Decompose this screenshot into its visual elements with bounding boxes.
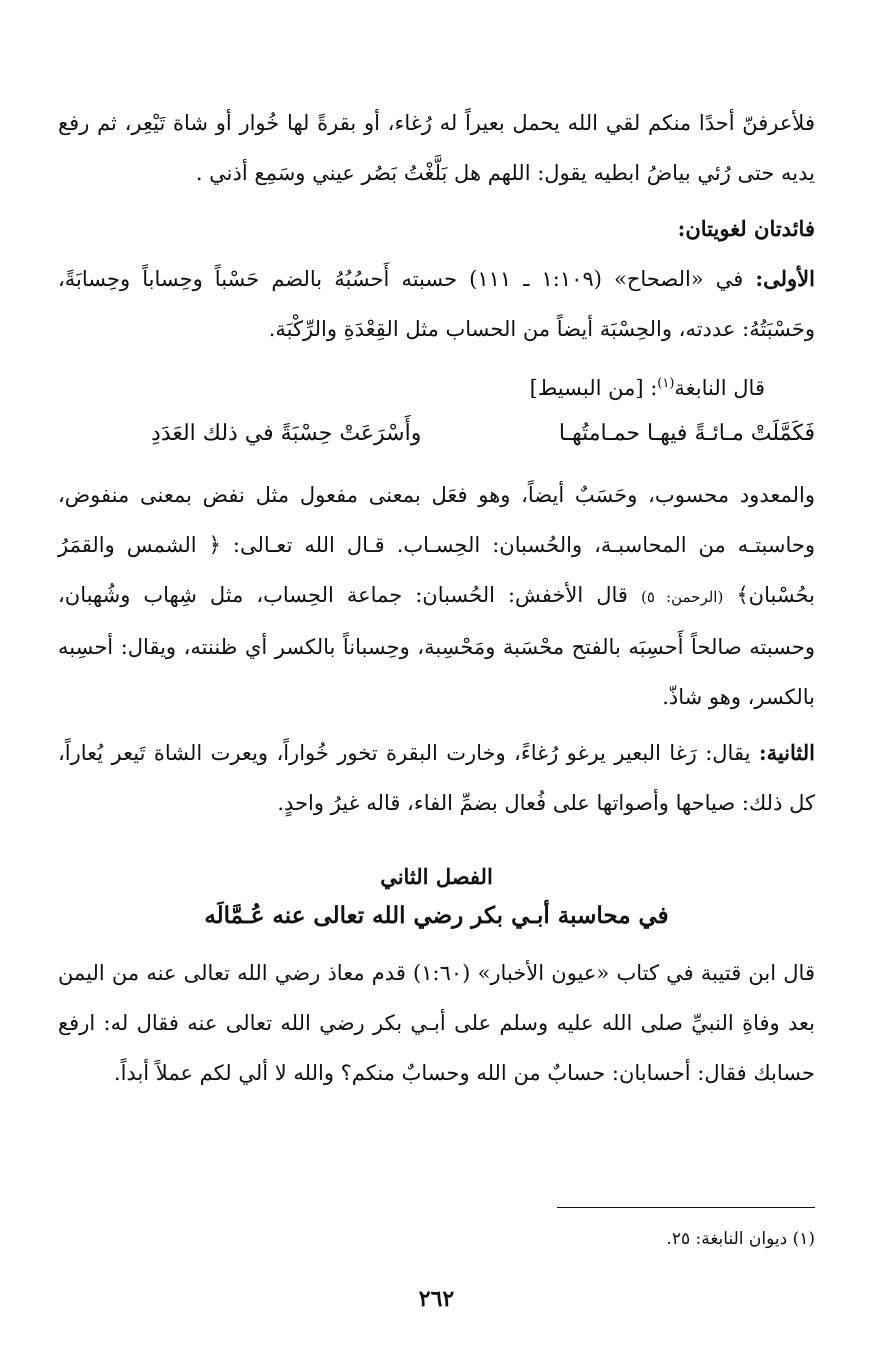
chapter-title: الفصل الثاني — [380, 864, 493, 889]
first-note-label: الأولى: — [755, 266, 815, 291]
second-note-label: الثانية: — [758, 740, 815, 765]
spacer — [58, 936, 815, 948]
counted-text-b: قال الأخفش: الحُسبان: جماعة الحِساب، مثل شِهاب وشُهبان، وحسبته صالحاً أَحسِبَه بالفتح محْسَبة ومَحْسِبة، وحِسباناً بالكسر أي ظننته، ويقال: أحسِبه بالكسر، وهو شاذّ. — [58, 583, 815, 709]
page-body — [58, 98, 815, 1098]
verse-second-hemistich: وأَسْرَعَتْ حِسْبَةً في ذلك العَدَدِ — [151, 421, 422, 446]
spacer — [58, 458, 815, 470]
first-note-text: في «الصحاح» (١:١٠٩ ـ ١١١) حسبته أَحسُبُهُ بالضم حَسْباً وحِساباً وحِسابَةً، وحَسْبَتُهُ: عددته، والحِسْبَة أيضاً من الحساب مثل القِعْدَةِ والرِّكْبَة. — [58, 267, 815, 341]
counted-text-a: والمعدود محسوب، وحَسَبٌ أيضاً، وهو فعَل بمعنى مفعول مثل نفض بمعنى منفوض، وحاسبتـه من المحاسبـة، والحُسبان: الحِسـاب. قـال الله تعـالى: ﴿ الشمس والقمَرُ بحُسْبان﴾ — [58, 483, 815, 607]
footnote: (١) ديوان النابغة: ٢٥. — [666, 1229, 815, 1249]
poetry-verse — [58, 410, 815, 458]
paragraph-first-note — [58, 254, 815, 354]
spacer — [58, 828, 815, 858]
verse-intro-poet: قال النابغة — [674, 376, 765, 400]
verse-intro-meter: : [من البسيط] — [529, 376, 658, 400]
paragraph-second-note — [58, 728, 815, 828]
page-number: ٢٦٢ — [418, 1286, 455, 1312]
second-note-text: يقال: رَغا البعير يرغو رُغاءً، وخارت البقرة تخور خُواراً، ويعرت الشاة تَيعر يُعاراً، كل ذلك: صياحها وأصواتها على فُعال بضمِّ الفاء، قاله غيرُ واحدٍ. — [58, 741, 815, 815]
linguistic-notes-heading: فائدتان لغويتان: — [677, 216, 815, 241]
spacer — [58, 354, 815, 366]
chapter-subtitle: في محاسبة أبـي بكر رضي الله تعالى عنه عُـمَّالَه — [204, 902, 669, 929]
verse-first-hemistich: فَكَمَّلَتْ مـائـةً فيهـا حمـامتُهـا — [558, 421, 815, 446]
paragraph-ibn-qutayba: قال ابن قتيبة في كتاب «عيون الأخبار» (١:٦٠) قدم معاذ رضي الله تعالى عنه من اليمن بعد وفاةِ النبيِّ صلى الله عليه وسلم على أبـي بكر رضي الله تعالى عنه فقال له: ارفع حسابك فقال: أحسابان: حسابٌ من الله وحسابٌ منكم؟ والله لا ألي لكم عملاً أبداً. — [58, 961, 815, 1085]
footnote-divider — [557, 1207, 815, 1208]
verse-introduction — [58, 366, 815, 410]
paragraph-hadith-end: فلأعرفنّ أحدًا منكم لقي الله يحمل بعيراً له رُغاء، أو بقرةً لها خُوار أو شاة تَيْعِر، ثم رفع يديه حتى رُئي بياضُ ابطيه يقول: اللهم هل بَلَّغْتُ بَصُر عيني وسَمِع أذني . — [58, 111, 815, 185]
quran-reference: (الرحمن: ٥) — [641, 588, 724, 606]
footnote-marker: (١) — [657, 376, 675, 391]
paragraph-counted — [58, 470, 815, 722]
